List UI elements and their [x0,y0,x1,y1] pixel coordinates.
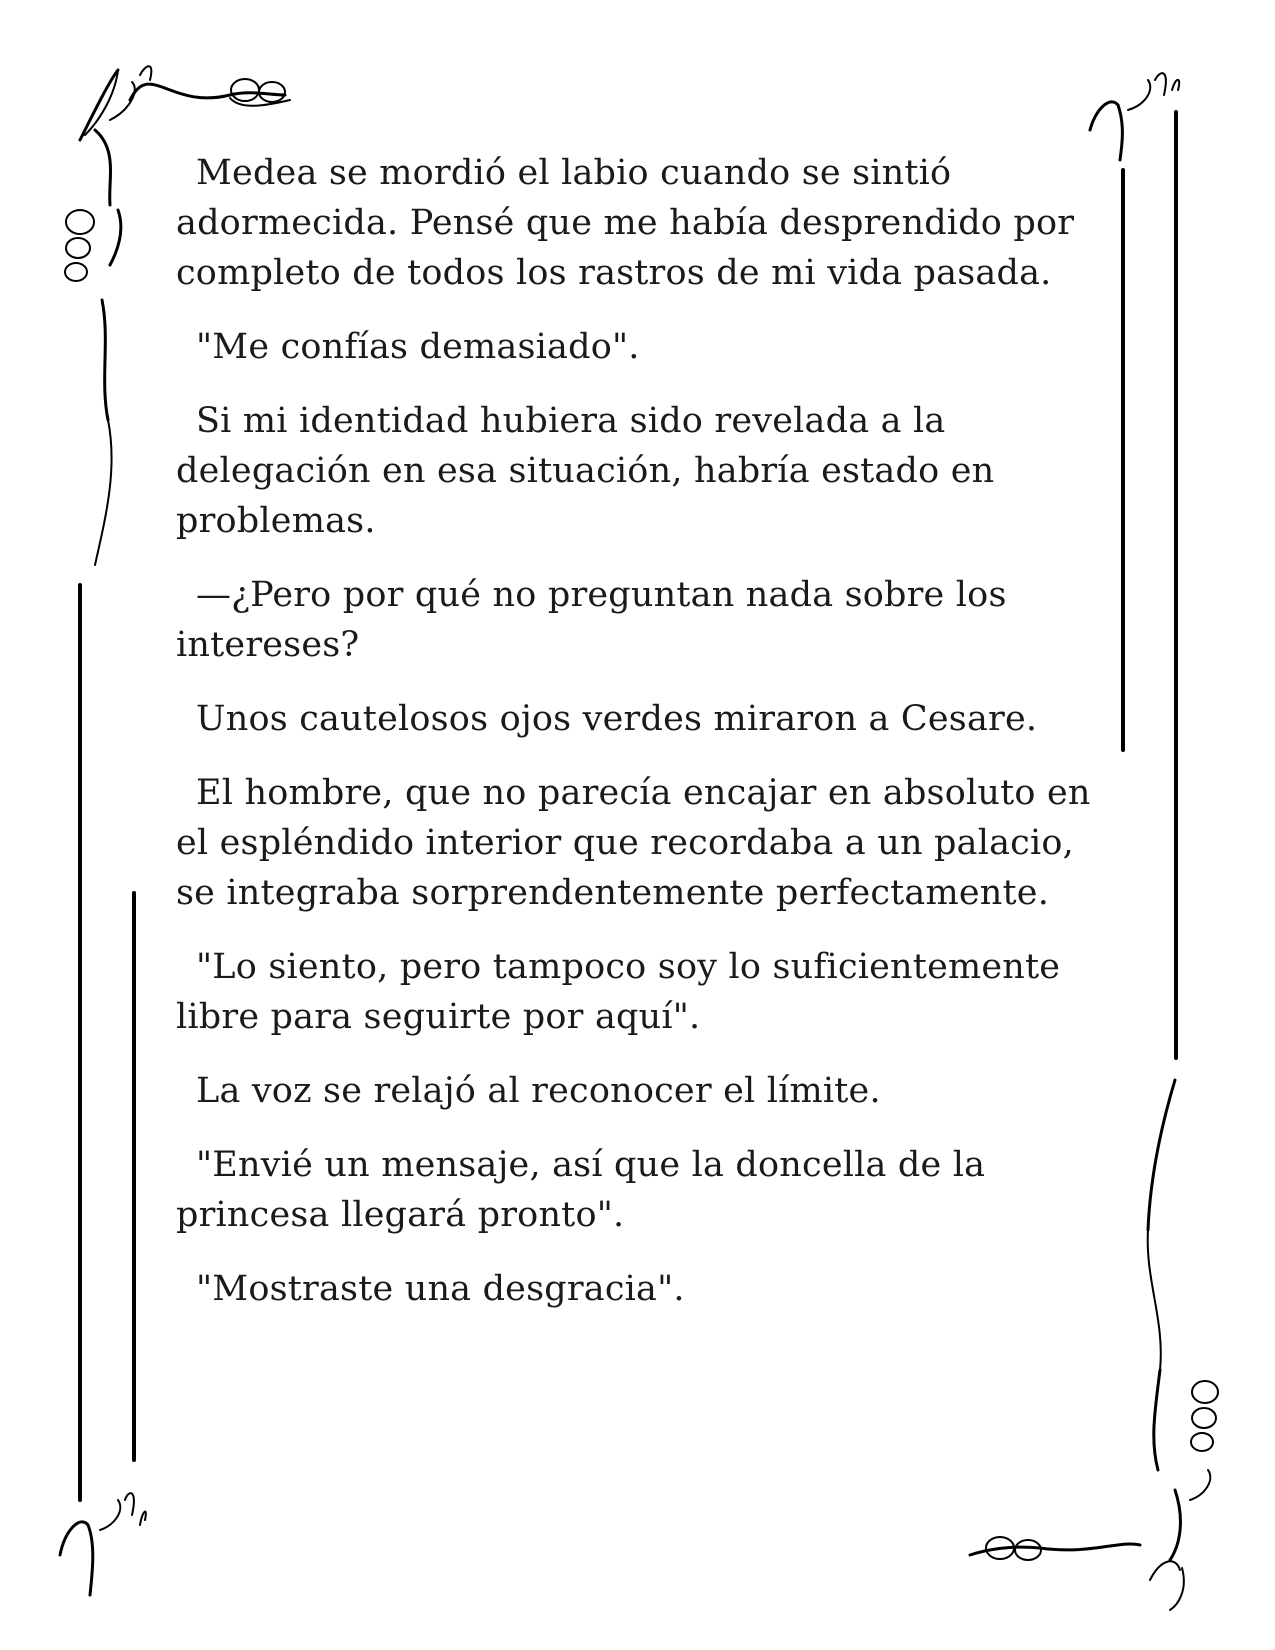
paragraph: "Mostraste una desgracia". [196,1269,685,1309]
paragraph: La voz se relajó al reconocer el límite. [196,1071,881,1111]
top-right-flourish-icon [1090,73,1179,160]
paragraph: Si mi identidad hubiera sido revelada a la delegación en esa situación, habría estado en problemas. [176,401,995,541]
paragraph: —¿Pero por qué no preguntan nada sobre los intereses? [176,575,1007,665]
paragraph: Unos cautelosos ojos verdes miraron a Cesare. [196,699,1038,739]
paragraph: "Envié un mensaje, así que la doncella de la princesa llegará pronto". [176,1145,986,1235]
paragraph: El hombre, que no parecía encajar en absoluto en el espléndido interior que recordaba a un palacio, se integraba sorprendentemente perfectamente. [176,773,1091,913]
paragraph: Medea se mordió el labio cuando se sintió adormecida. Pensé que me había desprendido por completo de todos los rastros de mi vida pasada. [176,153,1075,293]
bottom-left-flourish-icon [60,1493,146,1595]
body-text [176,148,1096,1338]
paragraph: "Lo siento, pero tampoco soy lo suficientemente libre para seguirte por aquí". [176,947,1061,1037]
paragraph: "Me confías demasiado". [196,327,640,367]
